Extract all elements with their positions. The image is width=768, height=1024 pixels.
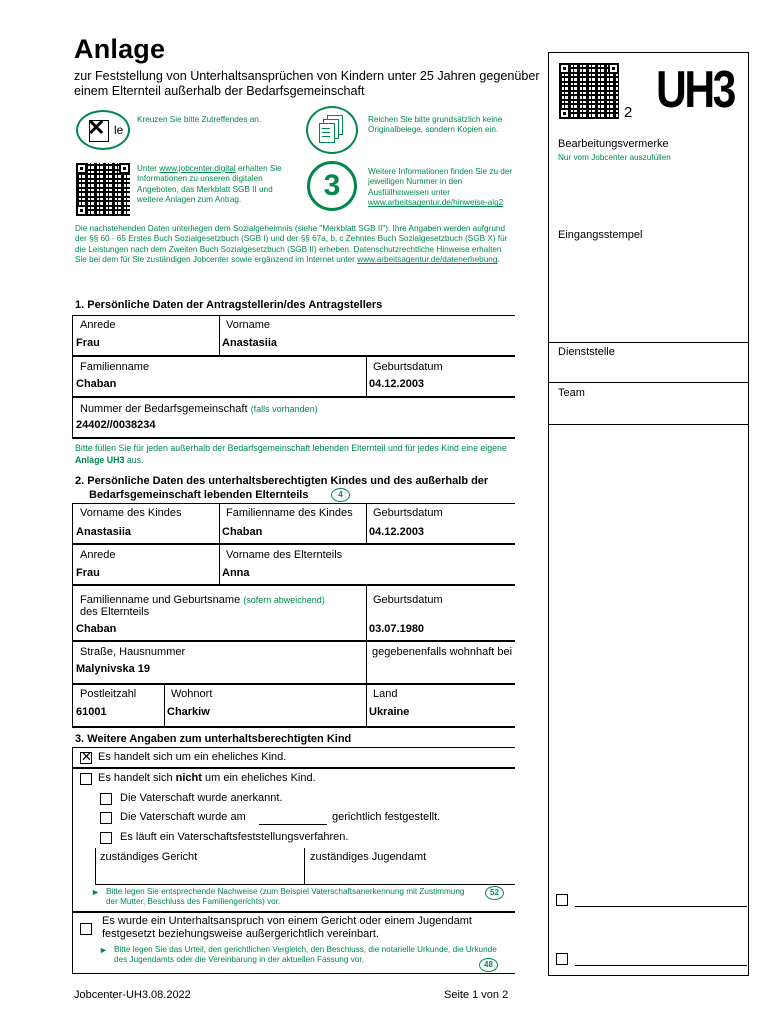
verfahren-label: Es läuft ein Vaterschaftsfeststellungsverfahren. xyxy=(120,831,349,843)
barcode-finder xyxy=(608,63,619,74)
dienststelle-label: Dienststelle xyxy=(558,346,615,358)
team-label: Team xyxy=(558,387,585,399)
anrede-field[interactable]: Frau xyxy=(76,337,100,349)
ehelich-label: Es handelt sich um ein eheliches Kind. xyxy=(98,751,287,763)
kind-familienname-field[interactable]: Chaban xyxy=(222,526,263,538)
form-code: UH3 xyxy=(656,61,734,119)
bearbeitung-label: Bearbeitungsvermerke xyxy=(558,138,669,150)
eltern-vorname-label: Vorname des Elternteils xyxy=(226,549,343,561)
eltern-vorname-field[interactable]: Anna xyxy=(222,567,250,579)
vaterschaft-festgestellt-checkbox[interactable] xyxy=(100,812,112,824)
footer-form-id: Jobcenter-UH3.08.2022 xyxy=(74,989,191,1001)
footer-page-number: Seite 1 von 2 xyxy=(444,989,509,1001)
cross-hint-text: Kreuzen Sie bitte Zutreffendes an. xyxy=(137,115,262,124)
vaterschaft-anerkannt-checkbox[interactable] xyxy=(100,793,112,805)
anrede-label: Anrede xyxy=(80,319,116,331)
section2-heading-line2: Bedarfsgemeinschaft lebenden Elternteils xyxy=(89,489,309,501)
kind-vorname-field[interactable]: Anastasiia xyxy=(76,526,132,538)
vorname-label: Vorname xyxy=(226,319,271,331)
kind-geburtsdatum-field[interactable]: 04.12.2003 xyxy=(369,526,425,538)
jugendamt-label: zuständiges Jugendamt xyxy=(310,851,427,863)
strasse-field[interactable]: Malynivska 19 xyxy=(76,663,150,675)
jugendamt-field[interactable] xyxy=(305,865,514,883)
verfahren-checkbox[interactable] xyxy=(100,832,112,844)
nachweise-hint: Bitte legen Sie entsprechende Nachweise (zum Beispiel Vaterschaftsanerkennung mit Zustimmung der Mutter, Beschluss des Familiengerichts) vor. xyxy=(106,887,465,907)
plz-field[interactable]: 61001 xyxy=(76,706,107,718)
hint2-ref-badge[interactable]: 48 xyxy=(479,958,498,972)
barcode-finder xyxy=(559,63,570,74)
sidebar-checkbox-1[interactable] xyxy=(556,894,568,906)
strasse-label: Straße, Hausnummer xyxy=(80,646,186,658)
vaterschaft-date-field[interactable] xyxy=(259,824,327,825)
hinweise-link[interactable]: www.arbeitsagentur.de/hinweise-alg2 xyxy=(368,198,504,208)
kind-geburtsdatum-label: Geburtsdatum xyxy=(373,507,443,519)
eltern-familienname-field[interactable]: Chaban xyxy=(76,623,117,635)
wohnort-label: Wohnort xyxy=(171,688,213,700)
eltern-name-label-2: des Elternteils xyxy=(80,606,150,618)
qr-finder xyxy=(76,205,87,216)
page-subtitle: zur Feststellung von Unterhaltsansprüchen von Kindern unter 25 Jahren gegenüber einem Elternteil außerhalb der Bedarfsgemeinschaft xyxy=(74,69,540,98)
section2-heading-line1: 2. Persönliche Daten des unterhaltsberechtigten Kindes und des außerhalb der xyxy=(75,475,489,487)
gericht-label: zuständiges Gericht xyxy=(100,851,198,863)
land-field[interactable]: Ukraine xyxy=(369,706,410,718)
section1-heading: 1. Persönliche Daten der Antragstellerin/des Antragstellers xyxy=(75,299,383,311)
nicht-ehelich-label: Es handelt sich nicht um ein eheliches Kind. xyxy=(98,772,316,784)
vaterschaft-anerkannt-label: Die Vaterschaft wurde anerkannt. xyxy=(120,792,283,804)
number-hint-text: Weitere Informationen finden Sie zu der jeweiligen Nummer in den Ausfüllhinweisen unter www.arbeitsagentur.de/hinweise-alg2 xyxy=(368,167,513,208)
digital-hint: Unter www.jobcenter.digital erhalten Sie Informationen zu unseren digitalen Angeboten, das Merkblatt SGB II und weitere Anlagen zum Antrag. xyxy=(137,164,282,205)
sidebar-note-line-2[interactable] xyxy=(575,965,747,966)
geburtsdatum-label: Geburtsdatum xyxy=(373,361,443,373)
wohnort-field[interactable]: Charkiw xyxy=(167,706,210,718)
wohnhaft-field[interactable] xyxy=(367,660,515,682)
section3-heading: 3. Weitere Angaben zum unterhaltsberechtigten Kind xyxy=(75,733,352,745)
eltern-anrede-label: Anrede xyxy=(80,549,116,561)
section2-ref-badge[interactable]: 4 xyxy=(331,488,350,502)
barcode-finder xyxy=(559,108,570,119)
qr-finder xyxy=(119,163,130,174)
kind-vorname-label: Vorname des Kindes xyxy=(80,507,182,519)
familienname-field[interactable]: Chaban xyxy=(76,378,117,390)
hint1-ref-badge[interactable]: 52 xyxy=(485,886,504,900)
unterhaltsanspruch-checkbox[interactable] xyxy=(80,923,92,935)
sidebar-checkbox-2[interactable] xyxy=(556,953,568,965)
urteil-hint: Bitte legen Sie das Urteil, den gerichtlichen Vergleich, den Beschluss, die notarielle Urkunde, die Urkunde des Jugendamts oder die Vereinbarung in der aktuellen Fassung vor. xyxy=(114,945,497,965)
vaterschaft-festgestellt-label: Die Vaterschaft wurde am xyxy=(120,811,246,823)
gericht-field[interactable] xyxy=(96,865,303,883)
familienname-label: Familienname xyxy=(80,361,150,373)
cross-hint-icon: ✕ le xyxy=(76,110,130,150)
eingangsstempel-label: Eingangsstempel xyxy=(558,229,643,241)
bg-label: Nummer der Bedarfsgemeinschaft (falls vorhanden) xyxy=(80,403,318,415)
copies-icon xyxy=(306,106,358,154)
kind-familienname-label: Familienname des Kindes xyxy=(226,507,353,519)
page-marker: 2 xyxy=(624,104,633,121)
geburtsdatum-field[interactable]: 04.12.2003 xyxy=(369,378,425,390)
bg-number-field[interactable]: 24402//0038234 xyxy=(76,419,156,431)
copies-hint-text: Reichen Sie bitte grundsätzlich keine Originalbelege, sondern Kopien ein. xyxy=(368,115,503,135)
datenerhebung-link[interactable]: www.arbeitsagentur.de/datenerhebung xyxy=(357,255,498,265)
unterhaltsanspruch-label: Es wurde ein Unterhaltsanspruch von einem Gericht oder einem Jugendamt festgesetzt beziehungsweise außergerichtlich vereinbart. xyxy=(102,915,472,940)
privacy-notice: Die nachstehenden Daten unterliegen dem Sozialgeheimnis (siehe "Merkblatt SGB II"). Ihre Angaben werden aufgrund der §§ 60 - 65 Erstes Buch Sozialgesetzbuch (SGB I) und der §§ 67a, b, c Zehntes Buch Sozialgesetzbuch (SGB X) für die Leistungen nach dem Zweiten Buch Sozialgesetzbuch (SGB II) erheben. Datenschutzrechtliche Hinweise erhalten Sie bei dem für Sie zuständigen Jobcenter sowie ergänzend im Internet unter www.arbeitsagentur.de/datenerhebung. xyxy=(75,224,508,265)
arrow-icon: ► xyxy=(99,945,108,955)
eltern-geburtsdatum-field[interactable]: 03.07.1980 xyxy=(369,623,425,635)
vorname-field[interactable]: Anastasiia xyxy=(222,337,278,349)
eltern-geburtsdatum-label: Geburtsdatum xyxy=(373,594,443,606)
jobcenter-sidebar xyxy=(548,52,749,976)
jobcenter-digital-link[interactable]: www.jobcenter.digital xyxy=(159,164,236,173)
page-title: Anlage xyxy=(74,34,166,64)
sidebar-note-line-1[interactable] xyxy=(575,906,747,907)
bearbeitung-hint: Nur vom Jobcenter auszufüllen xyxy=(558,153,671,162)
plz-label: Postleitzahl xyxy=(80,688,137,700)
nicht-ehelich-checkbox[interactable] xyxy=(80,773,92,785)
ehelich-checkbox[interactable]: ✕ xyxy=(81,749,92,764)
arrow-icon: ► xyxy=(91,887,100,897)
wohnhaft-label: gegebenenfalls wohnhaft bei xyxy=(372,646,513,658)
separate-form-note: Bitte füllen Sie für jeden außerhalb der Bedarfsgemeinschaft lebenden Elternteil und für jedes Kind eine eigene Anlage UH3 aus. xyxy=(75,443,507,466)
number-hint-icon: 3 xyxy=(307,161,357,211)
land-label: Land xyxy=(373,688,398,700)
eltern-anrede-field[interactable]: Frau xyxy=(76,567,100,579)
qr-finder xyxy=(76,163,87,174)
vaterschaft-festgestellt-suffix: gerichtlich festgestellt. xyxy=(332,811,441,823)
eltern-name-label: Familienname und Geburtsname (sofern abweichend) xyxy=(80,594,325,606)
